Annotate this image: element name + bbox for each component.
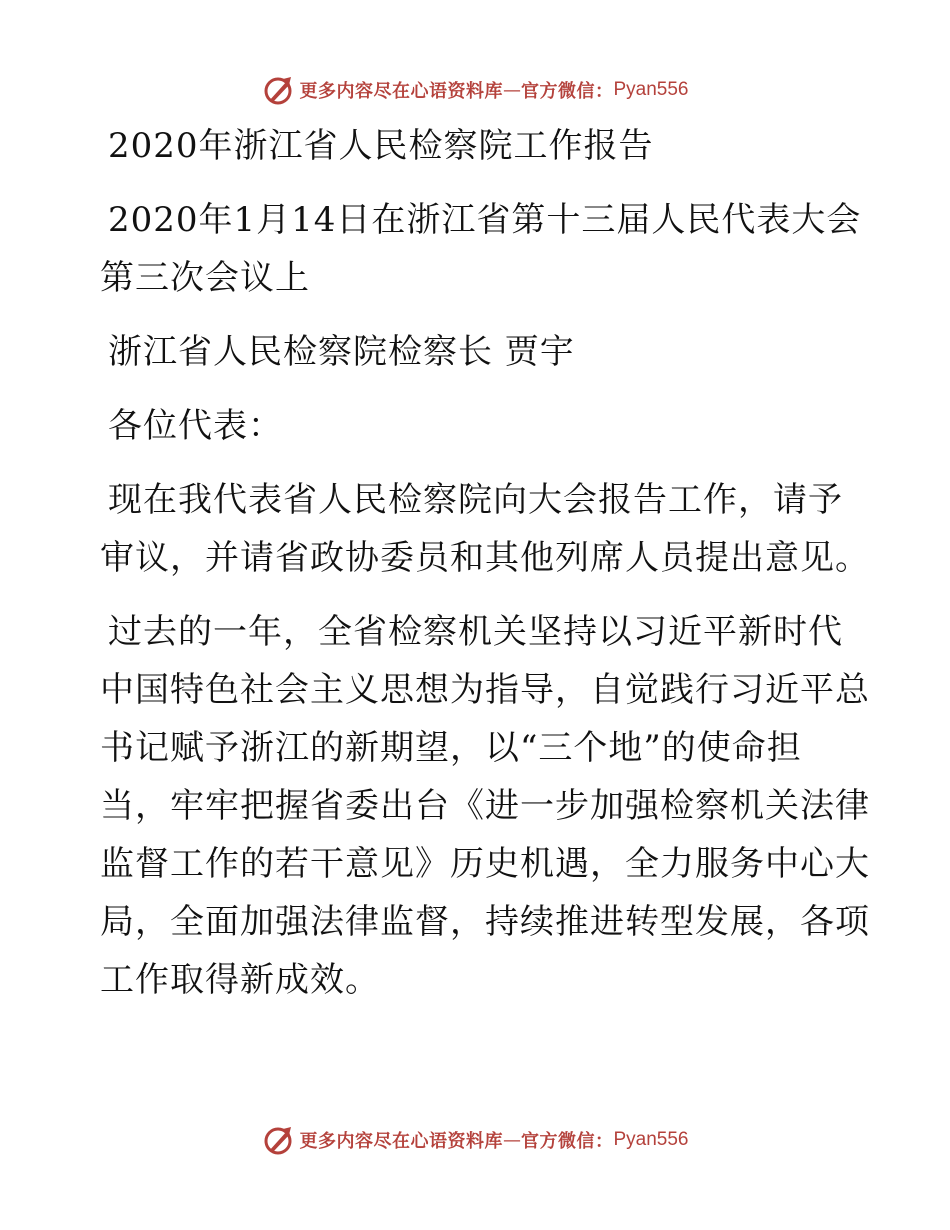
paragraph-2-line: 当，牢牢把握省委出台《进一步加强检察机关法律 — [100, 786, 870, 826]
watermark-separator: — — [502, 1129, 521, 1151]
paragraph-2-line: 监督工作的若干意见》历史机遇，全力服务中心大 — [100, 844, 870, 884]
watermark-official-label: 官方微信： — [520, 81, 614, 102]
paragraph-2-line: 书记赋予浙江的新期望，以“三个地”的使命担 — [100, 728, 802, 768]
paragraph-2-line: 工作取得新成效。 — [100, 960, 380, 1000]
quill-pen-circle-logo-icon — [261, 73, 295, 107]
watermark-header — [0, 70, 950, 110]
document-title: 2020年浙江省人民检察院工作报告 — [108, 126, 654, 166]
salutation: 各位代表： — [108, 406, 283, 446]
watermark-footer — [0, 1120, 950, 1160]
quill-pen-circle-logo-icon — [261, 1123, 295, 1157]
watermark-official-label: 官方微信： — [520, 1131, 614, 1152]
occasion-line-2: 第三次会议上 — [100, 258, 310, 298]
paragraph-1-line: 审议，并请省政协委员和其他列席人员提出意见。 — [100, 538, 870, 578]
watermark-wechat-handle: Pyan556 — [613, 79, 689, 100]
paragraph-1-line: 现在我代表省人民检察院向大会报告工作，请予 — [108, 480, 843, 520]
paragraph-2-line: 中国特色社会主义思想为指导，自觉践行习近平总 — [100, 670, 870, 710]
watermark-text: 更多内容尽在心语资料库 — [299, 81, 503, 102]
author-line: 浙江省人民检察院检察长 贾宇 — [108, 332, 575, 372]
paragraph-2-line: 过去的一年，全省检察机关坚持以习近平新时代 — [108, 612, 843, 652]
watermark-wechat-handle: Pyan556 — [613, 1129, 689, 1150]
occasion-line-1: 2020年1月14日在浙江省第十三届人民代表大会 — [108, 200, 862, 240]
paragraph-2-line: 局，全面加强法律监督，持续推进转型发展，各项 — [100, 902, 870, 942]
watermark-separator: — — [502, 79, 521, 101]
watermark-text: 更多内容尽在心语资料库 — [299, 1131, 503, 1152]
